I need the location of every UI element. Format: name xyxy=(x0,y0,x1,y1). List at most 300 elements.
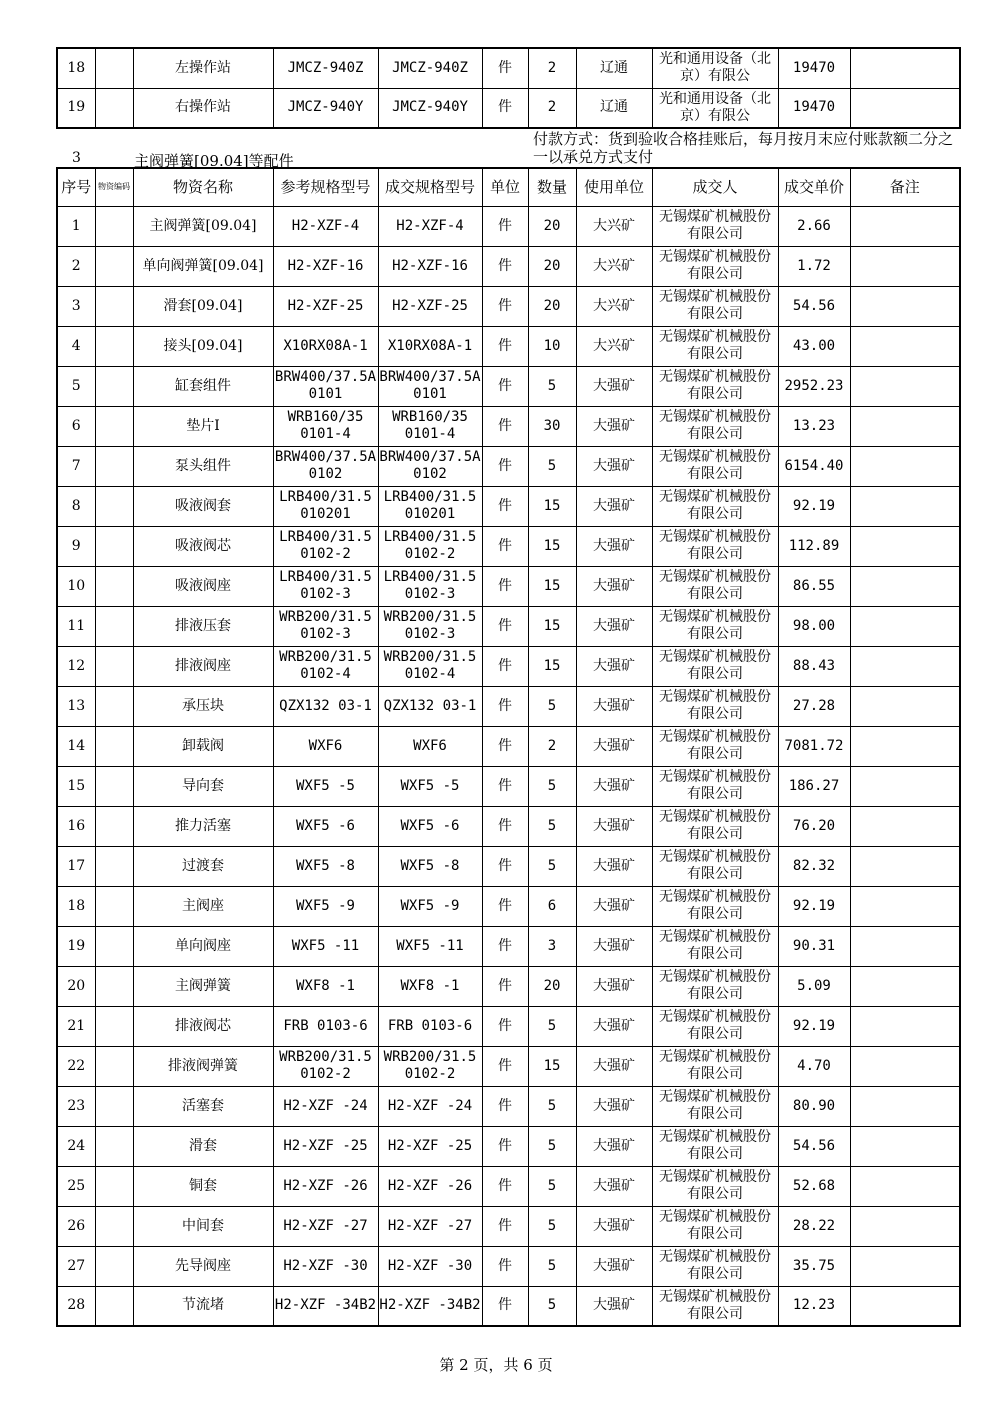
row-ref-spec: WXF5 -8 xyxy=(273,846,378,886)
row-qty: 20 xyxy=(528,286,576,326)
row-user: 大强矿 xyxy=(576,406,652,446)
row-ref-spec: WXF5 -11 xyxy=(273,926,378,966)
row-no: 3 xyxy=(57,286,95,326)
table-row xyxy=(57,286,960,326)
row-qty: 15 xyxy=(528,646,576,686)
row-supplier: 光和通用设备（北京）有限公 xyxy=(652,88,778,128)
row-unit: 件 xyxy=(482,1206,528,1246)
row-code xyxy=(95,726,133,766)
row-no: 24 xyxy=(57,1126,95,1166)
row-user: 大强矿 xyxy=(576,1086,652,1126)
row-name: 吸液阀座 xyxy=(133,566,273,606)
row-user: 辽通 xyxy=(576,48,652,88)
row-note xyxy=(850,846,960,886)
row-unit: 件 xyxy=(482,1166,528,1206)
row-code xyxy=(95,1246,133,1286)
row-no: 26 xyxy=(57,1206,95,1246)
row-user: 大兴矿 xyxy=(576,326,652,366)
row-name: 主阀座 xyxy=(133,886,273,926)
row-price: 4.70 xyxy=(778,1046,850,1086)
row-price: 92.19 xyxy=(778,886,850,926)
row-ref-spec: BRW400/37.5A 0101 xyxy=(273,366,378,406)
row-ref-spec: JMCZ-940Z xyxy=(273,48,378,88)
row-supplier: 无锡煤矿机械股份有限公司 xyxy=(652,566,778,606)
header-user: 使用单位 xyxy=(576,168,652,206)
row-deal-spec: WRB160/35 0101-4 xyxy=(378,406,482,446)
row-price: 52.68 xyxy=(778,1166,850,1206)
row-user: 大强矿 xyxy=(576,1046,652,1086)
row-user: 大强矿 xyxy=(576,566,652,606)
row-qty: 5 xyxy=(528,766,576,806)
row-unit: 件 xyxy=(482,526,528,566)
row-code xyxy=(95,326,133,366)
row-user: 大兴矿 xyxy=(576,206,652,246)
row-unit: 件 xyxy=(482,1006,528,1046)
row-deal-spec: WRB200/31.5 0102-3 xyxy=(378,606,482,646)
row-name: 过渡套 xyxy=(133,846,273,886)
row-name: 吸液阀套 xyxy=(133,486,273,526)
table-header-row xyxy=(57,168,960,206)
row-supplier: 无锡煤矿机械股份有限公司 xyxy=(652,686,778,726)
row-note xyxy=(850,646,960,686)
row-deal-spec: WXF8 -1 xyxy=(378,966,482,1006)
table-row xyxy=(57,686,960,726)
row-name: 右操作站 xyxy=(133,88,273,128)
row-price: 19470 xyxy=(778,48,850,88)
row-note xyxy=(850,606,960,646)
row-supplier: 无锡煤矿机械股份有限公司 xyxy=(652,846,778,886)
row-qty: 20 xyxy=(528,206,576,246)
row-supplier: 无锡煤矿机械股份有限公司 xyxy=(652,1046,778,1086)
row-deal-spec: WXF5 -9 xyxy=(378,886,482,926)
row-note xyxy=(850,726,960,766)
row-deal-spec: H2-XZF-25 xyxy=(378,286,482,326)
row-deal-spec: WXF5 -8 xyxy=(378,846,482,886)
row-name: 滑套 xyxy=(133,1126,273,1166)
row-code xyxy=(95,766,133,806)
row-deal-spec: H2-XZF -34B2 xyxy=(378,1286,482,1326)
section-number: 3 xyxy=(72,150,81,166)
table-row xyxy=(57,966,960,1006)
table-row xyxy=(57,766,960,806)
row-ref-spec: H2-XZF-16 xyxy=(273,246,378,286)
row-qty: 3 xyxy=(528,926,576,966)
row-supplier: 无锡煤矿机械股份有限公司 xyxy=(652,1006,778,1046)
row-note xyxy=(850,206,960,246)
table-row xyxy=(57,846,960,886)
row-code xyxy=(95,486,133,526)
row-unit: 件 xyxy=(482,88,528,128)
row-code xyxy=(95,886,133,926)
row-supplier: 无锡煤矿机械股份有限公司 xyxy=(652,1166,778,1206)
row-deal-spec: WRB200/31.5 0102-4 xyxy=(378,646,482,686)
row-unit: 件 xyxy=(482,1046,528,1086)
row-no: 10 xyxy=(57,566,95,606)
header-note: 备注 xyxy=(850,168,960,206)
row-code xyxy=(95,246,133,286)
row-user: 大强矿 xyxy=(576,366,652,406)
row-name: 垫片Ⅰ xyxy=(133,406,273,446)
row-supplier: 无锡煤矿机械股份有限公司 xyxy=(652,326,778,366)
row-qty: 5 xyxy=(528,1086,576,1126)
table-row xyxy=(57,246,960,286)
table-row xyxy=(57,1086,960,1126)
row-name: 排液阀芯 xyxy=(133,1006,273,1046)
header-ref-spec: 参考规格型号 xyxy=(273,168,378,206)
row-unit: 件 xyxy=(482,566,528,606)
row-unit: 件 xyxy=(482,806,528,846)
table-row xyxy=(57,726,960,766)
row-unit: 件 xyxy=(482,1286,528,1326)
row-ref-spec: H2-XZF -34B2 xyxy=(273,1286,378,1326)
row-price: 88.43 xyxy=(778,646,850,686)
header-no: 序号 xyxy=(57,168,95,206)
row-code xyxy=(95,1286,133,1326)
row-price: 28.22 xyxy=(778,1206,850,1246)
row-unit: 件 xyxy=(482,366,528,406)
row-no: 19 xyxy=(57,88,95,128)
row-user: 大强矿 xyxy=(576,1006,652,1046)
row-qty: 15 xyxy=(528,566,576,606)
row-no: 21 xyxy=(57,1006,95,1046)
row-no: 7 xyxy=(57,446,95,486)
row-user: 大强矿 xyxy=(576,1246,652,1286)
row-qty: 6 xyxy=(528,886,576,926)
row-ref-spec: WXF5 -9 xyxy=(273,886,378,926)
row-qty: 5 xyxy=(528,1206,576,1246)
row-unit: 件 xyxy=(482,646,528,686)
row-price: 1.72 xyxy=(778,246,850,286)
row-user: 大强矿 xyxy=(576,686,652,726)
section-title: 主阀弹簧[09.04]等配件 xyxy=(134,152,294,170)
row-ref-spec: H2-XZF -24 xyxy=(273,1086,378,1126)
row-supplier: 无锡煤矿机械股份有限公司 xyxy=(652,726,778,766)
row-name: 主阀弹簧[09.04] xyxy=(133,206,273,246)
table-row xyxy=(57,446,960,486)
table-row xyxy=(57,206,960,246)
row-supplier: 无锡煤矿机械股份有限公司 xyxy=(652,966,778,1006)
row-user: 大强矿 xyxy=(576,526,652,566)
row-code xyxy=(95,446,133,486)
row-note xyxy=(850,1006,960,1046)
table-row xyxy=(57,1126,960,1166)
row-name: 缸套组件 xyxy=(133,366,273,406)
row-unit: 件 xyxy=(482,966,528,1006)
row-user: 大强矿 xyxy=(576,926,652,966)
row-user: 大兴矿 xyxy=(576,246,652,286)
row-note xyxy=(850,246,960,286)
row-price: 90.31 xyxy=(778,926,850,966)
row-note xyxy=(850,1166,960,1206)
table-row xyxy=(57,1286,960,1326)
row-price: 43.00 xyxy=(778,326,850,366)
row-user: 大强矿 xyxy=(576,1166,652,1206)
row-name: 卸载阀 xyxy=(133,726,273,766)
row-price: 35.75 xyxy=(778,1246,850,1286)
row-code xyxy=(95,1006,133,1046)
row-supplier: 无锡煤矿机械股份有限公司 xyxy=(652,246,778,286)
row-qty: 10 xyxy=(528,326,576,366)
row-price: 80.90 xyxy=(778,1086,850,1126)
row-price: 2.66 xyxy=(778,206,850,246)
row-price: 6154.40 xyxy=(778,446,850,486)
row-ref-spec: WRB200/31.5 0102-3 xyxy=(273,606,378,646)
row-unit: 件 xyxy=(482,326,528,366)
row-qty: 5 xyxy=(528,1166,576,1206)
section-header xyxy=(0,130,992,168)
row-code xyxy=(95,206,133,246)
row-no: 18 xyxy=(57,48,95,88)
row-supplier: 无锡煤矿机械股份有限公司 xyxy=(652,646,778,686)
row-note xyxy=(850,1206,960,1246)
row-supplier: 无锡煤矿机械股份有限公司 xyxy=(652,1086,778,1126)
row-qty: 15 xyxy=(528,1046,576,1086)
header-qty: 数量 xyxy=(528,168,576,206)
row-ref-spec: FRB 0103-6 xyxy=(273,1006,378,1046)
row-code xyxy=(95,566,133,606)
row-note xyxy=(850,1286,960,1326)
row-user: 大强矿 xyxy=(576,1286,652,1326)
header-supplier: 成交人 xyxy=(652,168,778,206)
row-qty: 5 xyxy=(528,1126,576,1166)
row-deal-spec: FRB 0103-6 xyxy=(378,1006,482,1046)
row-no: 15 xyxy=(57,766,95,806)
row-no: 8 xyxy=(57,486,95,526)
row-qty: 2 xyxy=(528,48,576,88)
items-table xyxy=(56,167,961,1327)
row-note xyxy=(850,886,960,926)
table-row xyxy=(57,606,960,646)
row-ref-spec: H2-XZF -26 xyxy=(273,1166,378,1206)
row-name: 中间套 xyxy=(133,1206,273,1246)
row-ref-spec: LRB400/31.5 010201 xyxy=(273,486,378,526)
row-note xyxy=(850,926,960,966)
row-no: 17 xyxy=(57,846,95,886)
row-note xyxy=(850,966,960,1006)
row-user: 大强矿 xyxy=(576,766,652,806)
row-no: 16 xyxy=(57,806,95,846)
row-ref-spec: H2-XZF-4 xyxy=(273,206,378,246)
row-price: 5.09 xyxy=(778,966,850,1006)
row-note xyxy=(850,526,960,566)
row-unit: 件 xyxy=(482,446,528,486)
row-unit: 件 xyxy=(482,1246,528,1286)
row-ref-spec: H2-XZF-25 xyxy=(273,286,378,326)
row-note xyxy=(850,88,960,128)
row-qty: 5 xyxy=(528,806,576,846)
row-supplier: 无锡煤矿机械股份有限公司 xyxy=(652,1126,778,1166)
row-deal-spec: H2-XZF -25 xyxy=(378,1126,482,1166)
row-supplier: 无锡煤矿机械股份有限公司 xyxy=(652,526,778,566)
row-deal-spec: H2-XZF-4 xyxy=(378,206,482,246)
row-deal-spec: BRW400/37.5A 0101 xyxy=(378,366,482,406)
row-note xyxy=(850,806,960,846)
row-no: 25 xyxy=(57,1166,95,1206)
row-unit: 件 xyxy=(482,726,528,766)
row-no: 13 xyxy=(57,686,95,726)
row-supplier: 无锡煤矿机械股份有限公司 xyxy=(652,886,778,926)
row-user: 大强矿 xyxy=(576,646,652,686)
header-name: 物资名称 xyxy=(133,168,273,206)
row-price: 54.56 xyxy=(778,1126,850,1166)
row-user: 大强矿 xyxy=(576,486,652,526)
row-price: 92.19 xyxy=(778,1006,850,1046)
row-no: 27 xyxy=(57,1246,95,1286)
payment-terms: 付款方式：货到验收合格挂账后，每月按月末应付账款额二分之一以承兑方式支付 xyxy=(533,130,954,166)
row-ref-spec: WRB200/31.5 0102-4 xyxy=(273,646,378,686)
row-note xyxy=(850,48,960,88)
row-unit: 件 xyxy=(482,1086,528,1126)
row-no: 6 xyxy=(57,406,95,446)
row-unit: 件 xyxy=(482,926,528,966)
row-name: 排液阀座 xyxy=(133,646,273,686)
row-note xyxy=(850,286,960,326)
row-unit: 件 xyxy=(482,206,528,246)
row-ref-spec: WXF5 -5 xyxy=(273,766,378,806)
table-row xyxy=(57,1166,960,1206)
row-no: 20 xyxy=(57,966,95,1006)
table-row xyxy=(57,566,960,606)
row-deal-spec: WXF6 xyxy=(378,726,482,766)
row-qty: 15 xyxy=(528,486,576,526)
row-note xyxy=(850,486,960,526)
row-code xyxy=(95,406,133,446)
table-row xyxy=(57,366,960,406)
row-name: 单向阀座 xyxy=(133,926,273,966)
row-name: 泵头组件 xyxy=(133,446,273,486)
row-user: 大强矿 xyxy=(576,1206,652,1246)
row-code xyxy=(95,966,133,1006)
table-row xyxy=(57,486,960,526)
row-deal-spec: WXF5 -5 xyxy=(378,766,482,806)
row-ref-spec: WXF6 xyxy=(273,726,378,766)
row-name: 推力活塞 xyxy=(133,806,273,846)
row-qty: 5 xyxy=(528,846,576,886)
row-unit: 件 xyxy=(482,606,528,646)
row-user: 大强矿 xyxy=(576,446,652,486)
row-code xyxy=(95,526,133,566)
row-price: 76.20 xyxy=(778,806,850,846)
row-ref-spec: QZX132 03-1 xyxy=(273,686,378,726)
row-name: 导向套 xyxy=(133,766,273,806)
row-qty: 5 xyxy=(528,1006,576,1046)
row-qty: 30 xyxy=(528,406,576,446)
row-deal-spec: JMCZ-940Y xyxy=(378,88,482,128)
row-no: 4 xyxy=(57,326,95,366)
row-ref-spec: LRB400/31.5 0102-2 xyxy=(273,526,378,566)
row-qty: 15 xyxy=(528,526,576,566)
row-name: 承压块 xyxy=(133,686,273,726)
header-price: 成交单价 xyxy=(778,168,850,206)
row-name: 活塞套 xyxy=(133,1086,273,1126)
row-supplier: 无锡煤矿机械股份有限公司 xyxy=(652,606,778,646)
row-code xyxy=(95,88,133,128)
row-no: 28 xyxy=(57,1286,95,1326)
table-row xyxy=(57,326,960,366)
row-supplier: 无锡煤矿机械股份有限公司 xyxy=(652,806,778,846)
row-user: 大强矿 xyxy=(576,966,652,1006)
row-no: 2 xyxy=(57,246,95,286)
row-user: 大强矿 xyxy=(576,886,652,926)
row-code xyxy=(95,48,133,88)
table-row xyxy=(57,88,960,128)
row-unit: 件 xyxy=(482,1126,528,1166)
row-code xyxy=(95,286,133,326)
row-name: 吸液阀芯 xyxy=(133,526,273,566)
row-price: 7081.72 xyxy=(778,726,850,766)
row-supplier: 无锡煤矿机械股份有限公司 xyxy=(652,286,778,326)
row-qty: 15 xyxy=(528,606,576,646)
row-unit: 件 xyxy=(482,846,528,886)
row-supplier: 无锡煤矿机械股份有限公司 xyxy=(652,1246,778,1286)
row-price: 98.00 xyxy=(778,606,850,646)
row-ref-spec: H2-XZF -25 xyxy=(273,1126,378,1166)
row-no: 14 xyxy=(57,726,95,766)
row-supplier: 无锡煤矿机械股份有限公司 xyxy=(652,366,778,406)
row-note xyxy=(850,326,960,366)
row-deal-spec: BRW400/37.5A 0102 xyxy=(378,446,482,486)
row-price: 19470 xyxy=(778,88,850,128)
row-name: 主阀弹簧 xyxy=(133,966,273,1006)
row-note xyxy=(850,566,960,606)
row-price: 112.89 xyxy=(778,526,850,566)
row-qty: 20 xyxy=(528,966,576,1006)
row-code xyxy=(95,1166,133,1206)
table-row xyxy=(57,406,960,446)
row-user: 大兴矿 xyxy=(576,286,652,326)
row-no: 1 xyxy=(57,206,95,246)
row-note xyxy=(850,1126,960,1166)
row-unit: 件 xyxy=(482,406,528,446)
row-name: 节流堵 xyxy=(133,1286,273,1326)
row-unit: 件 xyxy=(482,486,528,526)
row-unit: 件 xyxy=(482,48,528,88)
header-deal-spec: 成交规格型号 xyxy=(378,168,482,206)
row-qty: 5 xyxy=(528,366,576,406)
row-deal-spec: LRB400/31.5 0102-3 xyxy=(378,566,482,606)
row-name: 滑套[09.04] xyxy=(133,286,273,326)
row-deal-spec: QZX132 03-1 xyxy=(378,686,482,726)
table-row xyxy=(57,1006,960,1046)
row-supplier: 无锡煤矿机械股份有限公司 xyxy=(652,486,778,526)
row-code xyxy=(95,366,133,406)
row-user: 大强矿 xyxy=(576,846,652,886)
row-ref-spec: WXF8 -1 xyxy=(273,966,378,1006)
row-unit: 件 xyxy=(482,686,528,726)
table-row xyxy=(57,806,960,846)
row-code xyxy=(95,646,133,686)
row-deal-spec: H2-XZF -26 xyxy=(378,1166,482,1206)
row-deal-spec: H2-XZF -24 xyxy=(378,1086,482,1126)
row-name: 单向阀弹簧[09.04] xyxy=(133,246,273,286)
row-note xyxy=(850,686,960,726)
row-no: 5 xyxy=(57,366,95,406)
row-supplier: 无锡煤矿机械股份有限公司 xyxy=(652,206,778,246)
row-code xyxy=(95,1126,133,1166)
row-code xyxy=(95,926,133,966)
row-deal-spec: H2-XZF -27 xyxy=(378,1206,482,1246)
table-row xyxy=(57,886,960,926)
row-note xyxy=(850,366,960,406)
page-footer: 第 2 页，共 6 页 xyxy=(439,1356,553,1374)
row-user: 大强矿 xyxy=(576,606,652,646)
row-name: 左操作站 xyxy=(133,48,273,88)
row-qty: 2 xyxy=(528,726,576,766)
row-price: 2952.23 xyxy=(778,366,850,406)
header-code: 物资编码 xyxy=(95,168,133,206)
row-code xyxy=(95,1046,133,1086)
table-row xyxy=(57,48,960,88)
